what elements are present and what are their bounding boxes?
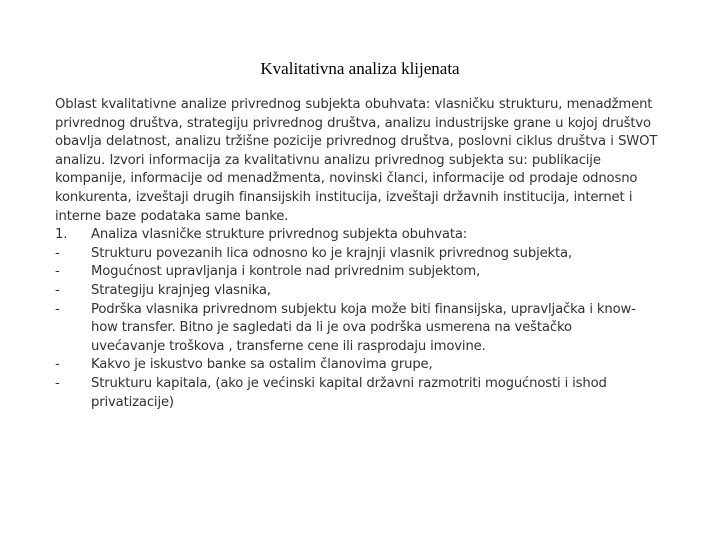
list-item-text: Strukturu povezanih lica odnosno ko je krajnji vlasnik privrednog subjekta, <box>91 245 573 261</box>
list-item <box>55 245 675 264</box>
intro-paragraph: Oblast kvalitativne analize privrednog subjekta obuhvata: vlasničku strukturu, menadžment privrednog društva, strategiju privrednog društva, analizu industrijske grane u kojoj društvo obavlja delatnost, analizu tržišne pozicije privrednog društva, poslovni ciklus društva i SWOT analizu. Izvori informacija za kvalitativnu analizu privrednog subjekta su: publikacije kompanije, informacije od menadžmenta, novinski članci, informacije od prodaje odnosno konkurenta, izveštaji drugih finansijskih institucija, izveštaji državnih institucija, internet i interne baze podataka same banke. <box>55 97 658 224</box>
list-item <box>55 226 675 245</box>
list-marker: - <box>55 282 60 298</box>
list-item <box>55 301 675 357</box>
list-item-text: Podrška vlasnika privrednom subjektu koja može biti finansijska, upravljačka i know-how transfer. Bitno je sagledati da li je ova podrška usmerena na veštačko uvećavanje troškova , transferne cene ili rasprodaju imovine. <box>91 301 636 354</box>
list-item-text: Mogućnost upravljanja i kontrole nad privrednim subjektom, <box>91 264 481 280</box>
list-marker: - <box>55 375 60 391</box>
list-item <box>55 282 675 301</box>
list-item-text: Strukturu kapitala, (ako je većinski kapital državni razmotriti mogućnosti i ishod privatizacije) <box>91 375 607 410</box>
list-item <box>55 263 675 282</box>
slide-content <box>55 96 675 412</box>
list-marker: - <box>55 357 60 373</box>
list-item-text: Kakvo je iskustvo banke sa ostalim članovima grupe, <box>91 357 433 373</box>
list-item-text: Strategiju krajnjeg vlasnika, <box>91 282 271 298</box>
list-marker: 1. <box>55 227 68 243</box>
list-item-text: Analiza vlasničke strukture privrednog subjekta obuhvata: <box>91 227 468 243</box>
list-item <box>55 356 675 375</box>
list-marker: - <box>55 264 60 280</box>
list-marker: - <box>55 301 60 317</box>
list-marker: - <box>55 245 60 261</box>
list-item <box>55 375 675 412</box>
slide-title: Kvalitativna analiza klijenata <box>260 59 460 78</box>
